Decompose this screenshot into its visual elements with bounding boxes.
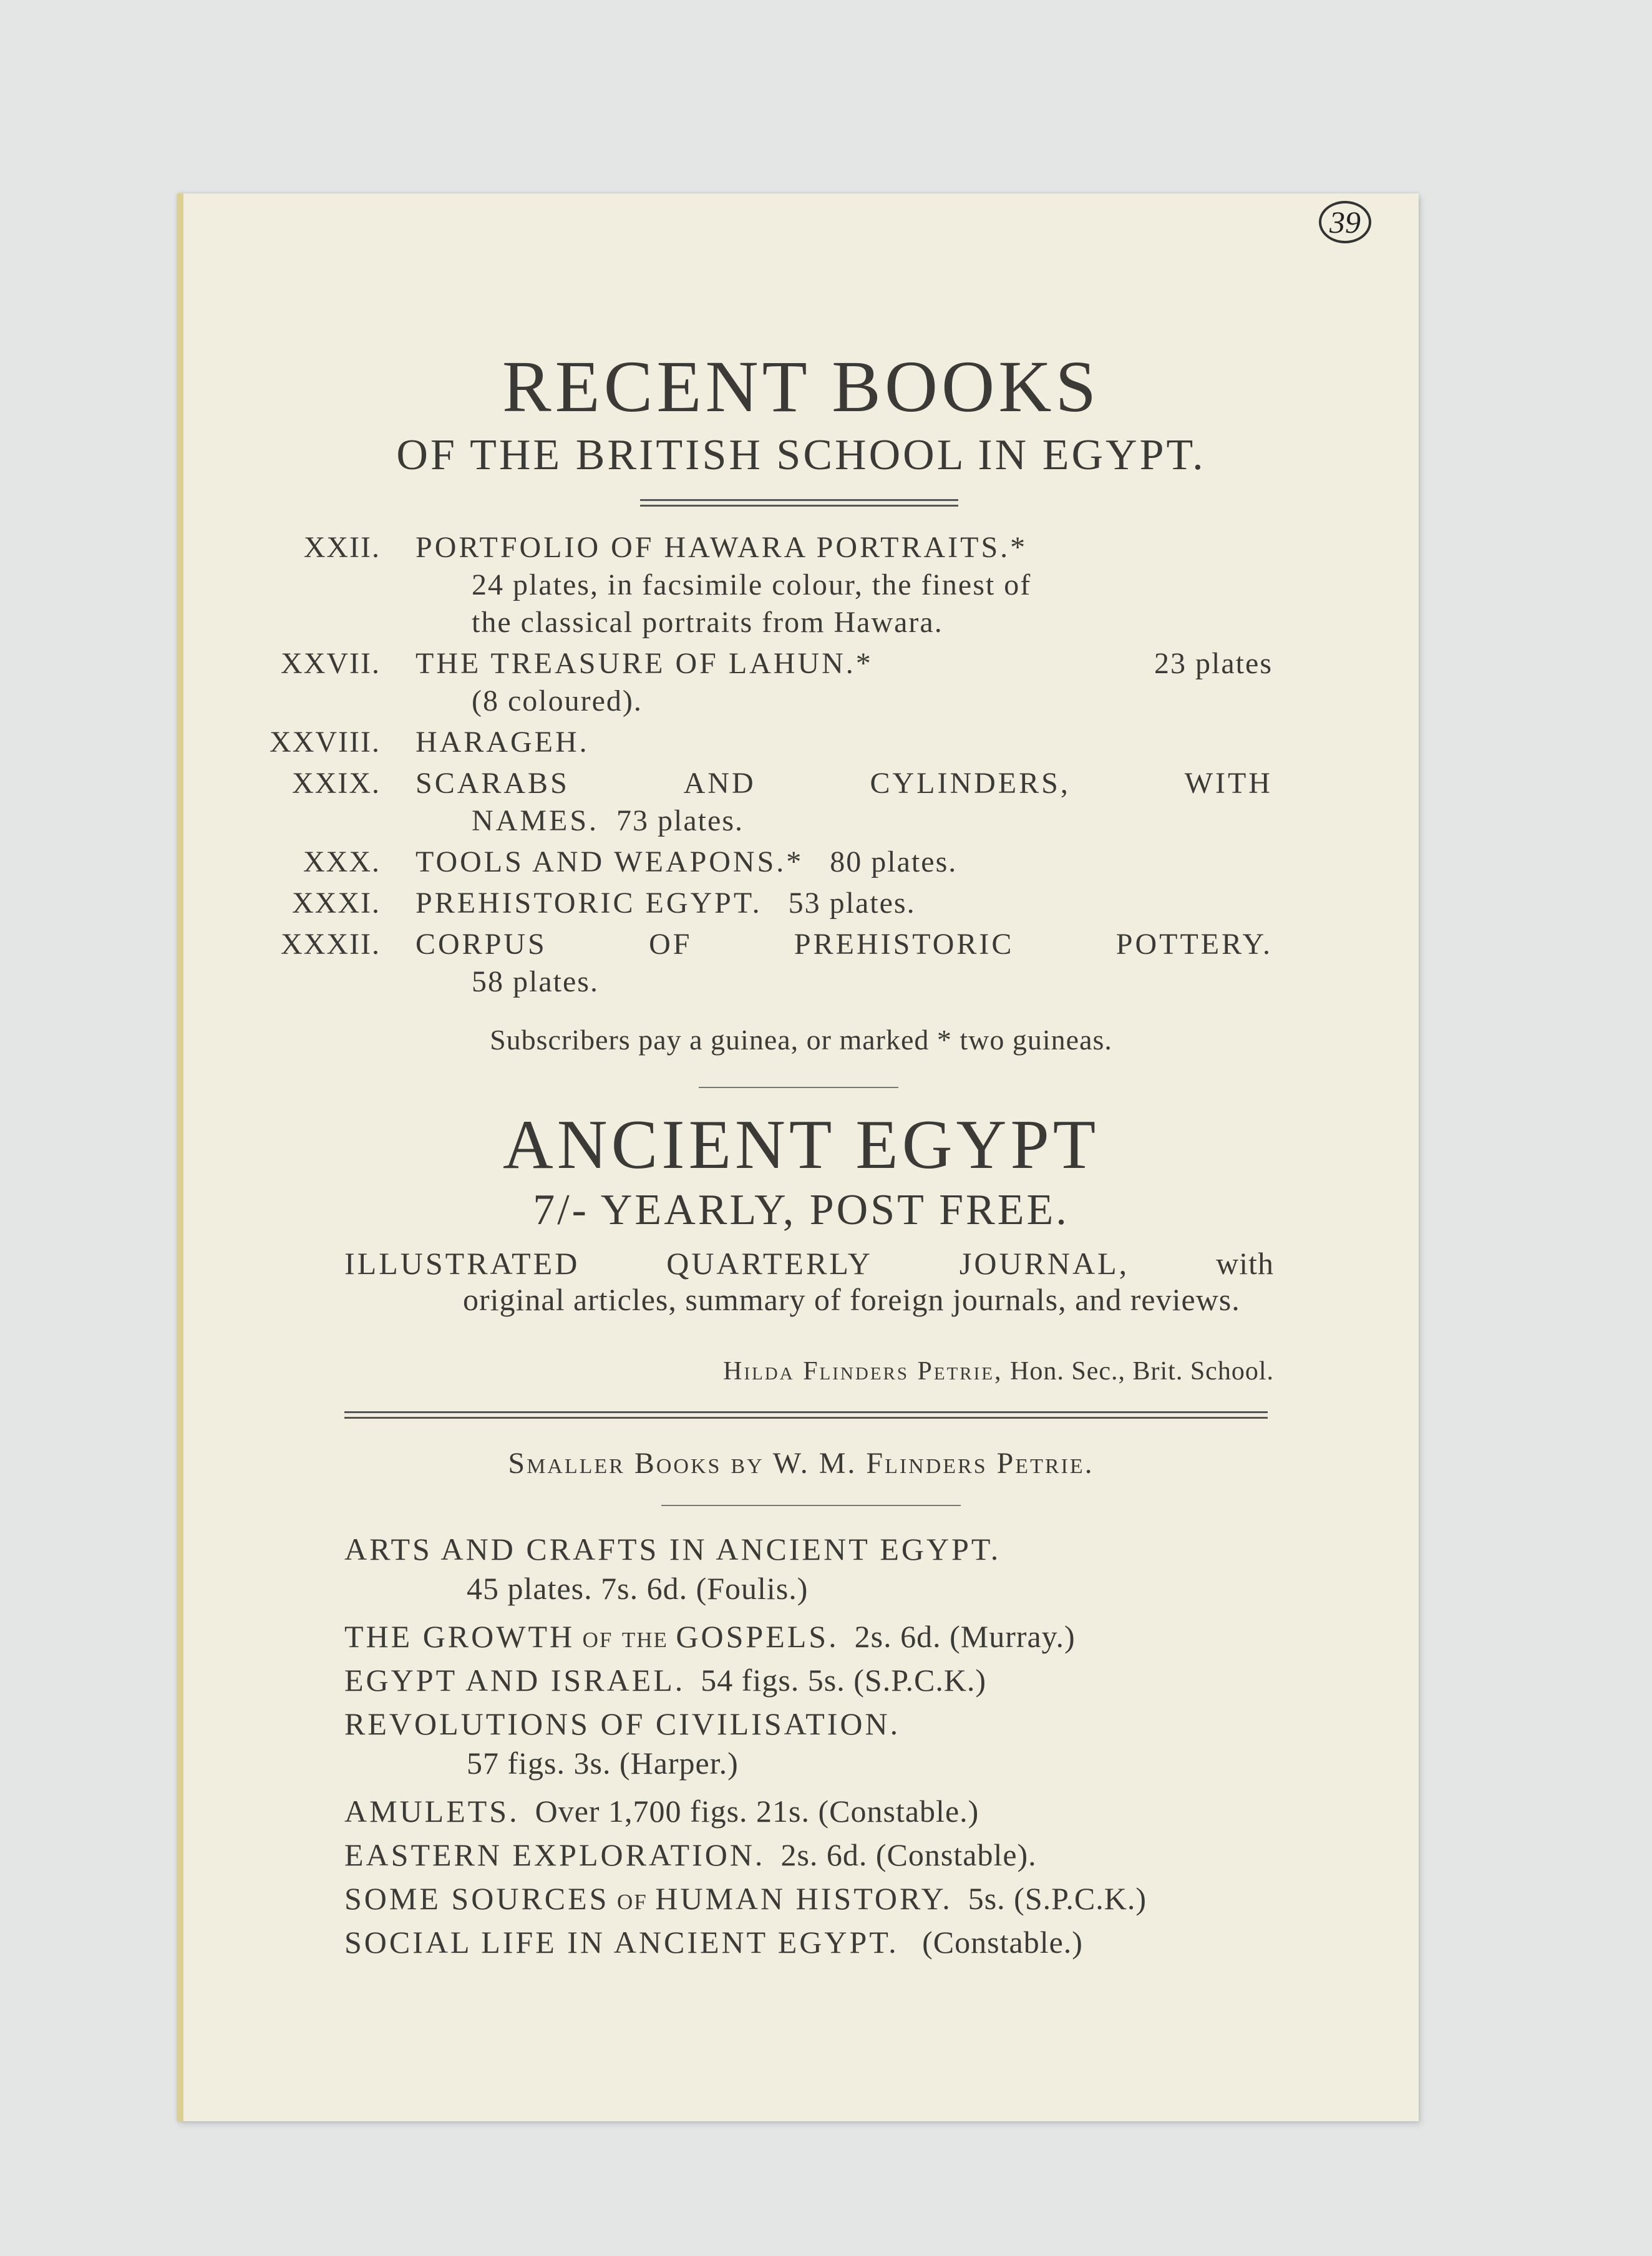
entry-number: XXVII. [281,647,381,680]
list-item [303,529,1273,641]
ancient-egypt-title: ANCIENT EGYPT [502,1106,1100,1184]
book-title: SOCIAL LIFE IN ANCIENT EGYPT. [344,1925,899,1960]
double-rule-bottom [344,1411,1268,1419]
list-item [281,926,1273,1001]
book-title: SOME SOURCES [344,1881,610,1916]
journal-word: JOURNAL, [959,1246,1130,1281]
entry-title: THE TREASURE OF LAHUN.* [415,647,873,680]
entry-title [415,765,1273,802]
title-word: WITH [1184,767,1273,800]
book-detail: 57 figs. 3s. (Harper.) [467,1746,739,1781]
entry-number: XXVIII. [270,726,381,759]
smaller-books-heading: Smaller Books by W. M. Flinders Petrie. [508,1447,1094,1480]
book-title: ARTS AND CRAFTS IN ANCIENT EGYPT. [344,1532,1001,1567]
entry-number: XXXII. [281,928,381,961]
entry-title: PORTFOLIO OF HAWARA PORTRAITS.* [415,531,1028,564]
journal-word: with [1216,1246,1274,1281]
title-word: OF [649,928,692,961]
list-item [344,1877,1293,1920]
book-title: EASTERN EXPLORATION. [344,1837,765,1872]
secretary-line [344,1356,1274,1386]
book-title: AMULETS. [344,1794,520,1829]
title-word: POTTERY. [1115,928,1273,961]
entry-number: XXXI. [292,887,381,920]
title-word: SCARABS [415,767,570,800]
recent-books-subtitle: OF THE BRITISH SCHOOL IN EGYPT. [396,431,1206,479]
entry-plates: 73 plates. [616,804,744,837]
title-word: CORPUS [415,928,547,961]
book-title-connector: of the [582,1619,668,1654]
list-item [344,1920,1293,1964]
entry-title: HARAGEH. [415,726,590,759]
book-title-connector: of [617,1881,648,1916]
entry-description: the classical portraits from Hawara. [472,606,943,639]
title-word: AND [683,767,756,800]
list-item [270,724,1273,761]
title-word: PREHISTORIC [794,928,1014,961]
entry-number: XXX. [303,845,381,878]
book-detail: 54 figs. 5s. (S.P.C.K.) [701,1663,987,1698]
list-item [344,1789,1293,1833]
book-detail: Over 1,700 figs. 21s. (Constable.) [535,1794,979,1829]
list-item [303,844,1273,881]
journal-word: QUARTERLY [666,1246,873,1281]
entry-number: XXIX. [292,767,381,800]
entry-title [415,926,1273,963]
list-item [344,1702,1293,1781]
entry-title: TOOLS AND WEAPONS.* [415,845,804,878]
book-title: EGYPT AND ISRAEL. [344,1663,686,1698]
recent-books-list [270,529,1273,1004]
book-detail: 2s. 6d. (Constable). [780,1837,1037,1872]
entry-desc-line: 24 plates, in facsimile colour, the finest of [472,568,1032,601]
entry-description [415,566,1273,604]
secretary-role: Hon. Sec., Brit. School. [1010,1357,1274,1386]
short-rule [699,1087,898,1088]
entry-description: 58 plates. [472,965,599,998]
book-title: GOSPELS. [676,1619,839,1654]
book-title: REVOLUTIONS OF CIVILISATION. [344,1706,901,1741]
entry-plates: 80 plates. [830,845,958,878]
journal-rest: original articles, summary of foreign journals, and reviews. [463,1282,1240,1317]
list-item [292,765,1273,840]
subscriber-note: Subscribers pay a guinea, or marked * two guineas. [490,1024,1112,1056]
journal-word: ILLUSTRATED [344,1246,580,1281]
journal-description [344,1245,1274,1318]
entry-number: XXII. [303,531,381,564]
double-rule-top [640,499,958,507]
list-item [344,1615,1293,1658]
entry-plates: 23 plates [1154,647,1273,680]
short-rule [661,1505,961,1506]
secretary-name: Hilda Flinders Petrie, [723,1357,1003,1386]
entry-description [415,802,1273,840]
book-detail: 2s. 6d. (Murray.) [854,1619,1076,1654]
book-detail: 5s. (S.P.C.K.) [968,1881,1147,1916]
page-number: 39 [1319,201,1371,243]
title-word: CYLINDERS, [870,767,1071,800]
book-title: THE GROWTH [344,1619,575,1654]
entry-plates: 53 plates. [788,887,916,920]
smaller-books-list [344,1527,1293,1964]
book-detail: 45 plates. 7s. 6d. (Foulis.) [467,1571,809,1606]
recent-books-title: RECENT BOOKS [502,346,1101,427]
entry-title: PREHISTORIC EGYPT. [415,887,762,920]
entry-title-continued: NAMES. [472,804,600,837]
book-title: HUMAN HISTORY. [655,1881,953,1916]
list-item [292,885,1273,922]
entry-description: (8 coloured). [472,684,643,717]
list-item [344,1527,1293,1606]
list-item [344,1658,1293,1702]
list-item [281,645,1273,720]
book-detail: (Constable.) [922,1925,1083,1960]
list-item [344,1833,1293,1877]
ancient-egypt-subtitle: 7/- YEARLY, POST FREE. [533,1186,1069,1234]
